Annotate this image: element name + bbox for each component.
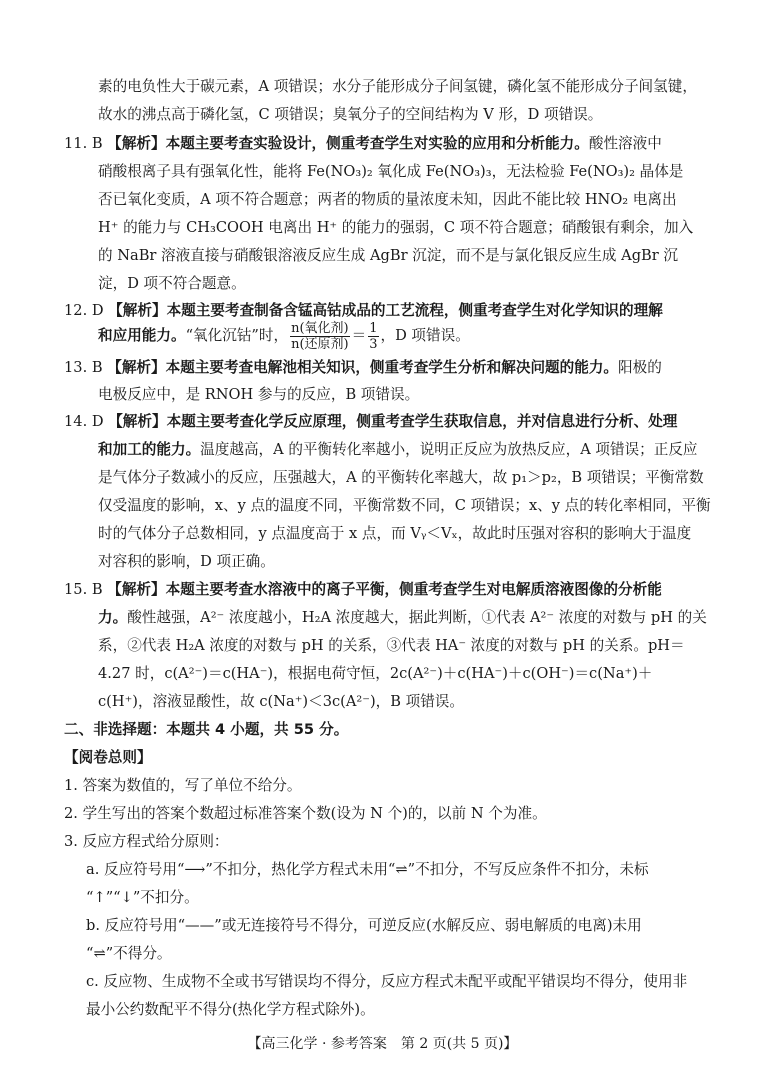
- q14-line-5: 时的气体分子总数相同，y 点温度高于 x 点，而 Vᵧ＜Vₓ，故此时压强对容积的影响大于温度: [98, 525, 692, 542]
- q15-heading: 本题主要考查水溶液中的离子平衡，侧重考查学生对电解质溶液图像的分析能: [165, 581, 662, 598]
- q15-line-5: c(H⁺)，溶液显酸性，故 c(Na⁺)＜3c(A²⁻)，B 项错误。: [98, 693, 464, 710]
- q11-line-1: [64, 131, 662, 156]
- q12-post: ，D 项错误。: [380, 327, 470, 344]
- q15-line-4: 4.27 时，c(A²⁻)＝c(HA⁻)，根据电荷守恒，2c(A²⁻)＋c(HA⁻)＋c(OH⁻)＝c(Na⁺)＋: [98, 665, 653, 682]
- intro-line-1: 素的电负性大于碳元素，A 项错误；水分子能形成分子间氢键，磷化氢不能形成分子间氢键，: [98, 78, 697, 95]
- q11-line-4: H⁺ 的能力与 CH₃COOH 电离出 H⁺ 的能力的强弱，C 项不符合题意；硝酸银有剩余，加入: [98, 219, 694, 236]
- q12-frac-numerator: n(氧化剂): [291, 320, 349, 336]
- q12-frac-right-num: 1: [369, 320, 378, 336]
- rule-3: 3. 反应方程式给分原则：: [64, 833, 229, 850]
- q14-heading-cont: 和加工的能力。: [98, 441, 201, 458]
- q12-fraction-left: [290, 321, 350, 352]
- q12-equals: ＝: [351, 327, 367, 344]
- q14-line-4: 仅受温度的影响，x、y 点的温度不同，平衡常数不同，C 项错误；x、y 点的转化率相同，平衡: [98, 497, 711, 514]
- rules-title: 【阅卷总则】: [64, 749, 152, 766]
- q11-tail: 酸性溶液中: [588, 135, 662, 152]
- q12-frac-right-den: 3: [369, 336, 378, 352]
- q14-line-1: [64, 409, 677, 434]
- q15-line-3: 系，②代表 H₂A 浓度的对数与 pH 的关系，③代表 HA⁻ 浓度的对数与 pH 的关系。pH＝: [98, 637, 685, 654]
- q14-line-6: 对容积的影响，D 项正确。: [98, 553, 275, 570]
- rule-3c-line-2: 最小公约数配平不得分(热化学方程式除外)。: [86, 1001, 375, 1018]
- q11-tag: 【解析】: [107, 135, 166, 152]
- section-heading: 二、非选择题：本题共 4 小题，共 55 分。: [64, 721, 349, 738]
- rule-3b-line-1: b. 反应符号用“——”或无连接符号不得分，可逆反应(水解反应、弱电解质的电离)未用: [86, 917, 642, 934]
- rule-3a-line-1: a. 反应符号用“⟶”不扣分，热化学方程式未用“⇌”不扣分，不写反应条件不扣分，未标: [86, 861, 649, 878]
- q13-heading: 本题主要考查电解池相关知识，侧重考查学生分析和解决问题的能力。: [165, 359, 619, 376]
- rule-3c-line-1: c. 反应物、生成物不全或书写错误均不得分，反应方程式未配平或配平错误均不得分，使用非: [86, 973, 688, 990]
- q13-line-2: 电极反应中，是 RNOH 参与的反应，B 项错误。: [98, 386, 420, 403]
- q11-line-5: 的 NaBr 溶液直接与硝酸银溶液反应生成 AgBr 沉淀，而不是与氯化银反应生成 AgBr 沉: [98, 247, 678, 264]
- q14-heading: 本题主要考查化学反应原理，侧重考查学生获取信息，并对信息进行分析、处理: [166, 413, 678, 430]
- q13-tag: 【解析】: [107, 359, 166, 376]
- rule-1: 1. 答案为数值的，写了单位不给分。: [64, 777, 302, 794]
- q11-line-6: 淀，D 项不符合题意。: [98, 275, 246, 292]
- q14-line-3: 是气体分子数减小的反应，压强越大，A 的平衡转化率越大，故 p₁＞p₂，B 项错误；平衡常数: [98, 469, 704, 486]
- q11-number: 11. B: [64, 135, 103, 152]
- q13-tail: 阳极的: [618, 359, 662, 376]
- q15-tag: 【解析】: [107, 581, 166, 598]
- page-footer: 【高三化学 · 参考答案 第 2 页(共 5 页)】: [247, 1036, 518, 1052]
- q11-line-3: 否已氧化变质，A 项不符合题意；两者的物质的量浓度未知，因此不能比较 HNO₂ 电离出: [98, 191, 677, 208]
- rule-2: 2. 学生写出的答案个数超过标准答案个数(设为 N 个)的，以前 N 个为准。: [64, 805, 547, 822]
- q12-fraction-right: [368, 321, 378, 352]
- q15-line-1: [64, 577, 662, 602]
- q14-tag: 【解析】: [108, 413, 167, 430]
- q15-heading-cont: 力。: [98, 609, 128, 626]
- q15-line-2: [98, 605, 707, 630]
- q14-line-2: [98, 437, 698, 462]
- q15-number: 15. B: [64, 581, 103, 598]
- q15-text: 酸性越强，A²⁻ 浓度越小，H₂A 浓度越大，据此判断，①代表 A²⁻ 浓度的对数与 pH 的关: [127, 609, 707, 626]
- q13-number: 13. B: [64, 359, 103, 376]
- rule-3b-line-2: “⇌”不得分。: [86, 945, 172, 962]
- q12-number: 12. D: [64, 302, 104, 319]
- q13-line-1: [64, 355, 662, 380]
- q12-frac-denominator: n(还原剂): [291, 336, 349, 352]
- q12-pre: “氧化沉钴”时，: [185, 327, 289, 344]
- q14-number: 14. D: [64, 413, 104, 430]
- q12-heading-cont: 和应用能力。: [98, 327, 186, 344]
- rule-3a-line-2: “↑”“↓”不扣分。: [86, 889, 199, 906]
- intro-line-2: 故水的沸点高于磷化氢，C 项错误；臭氧分子的空间结构为 V 形，D 项错误。: [98, 106, 603, 123]
- q12-tag: 【解析】: [108, 302, 167, 319]
- q12-heading: 本题主要考查制备含锰高钴成品的工艺流程，侧重考查学生对化学知识的理解: [166, 302, 663, 319]
- q14-text: 温度越高，A 的平衡转化率越小，说明正反应为放热反应，A 项错误；正反应: [200, 441, 698, 458]
- q11-heading: 本题主要考查实验设计，侧重考查学生对实验的应用和分析能力。: [165, 135, 589, 152]
- q12-line-2: [98, 320, 470, 352]
- q11-line-2: 硝酸根离子具有强氧化性，能将 Fe(NO₃)₂ 氧化成 Fe(NO₃)₃，无法检验 Fe(NO₃)₂ 晶体是: [98, 163, 684, 180]
